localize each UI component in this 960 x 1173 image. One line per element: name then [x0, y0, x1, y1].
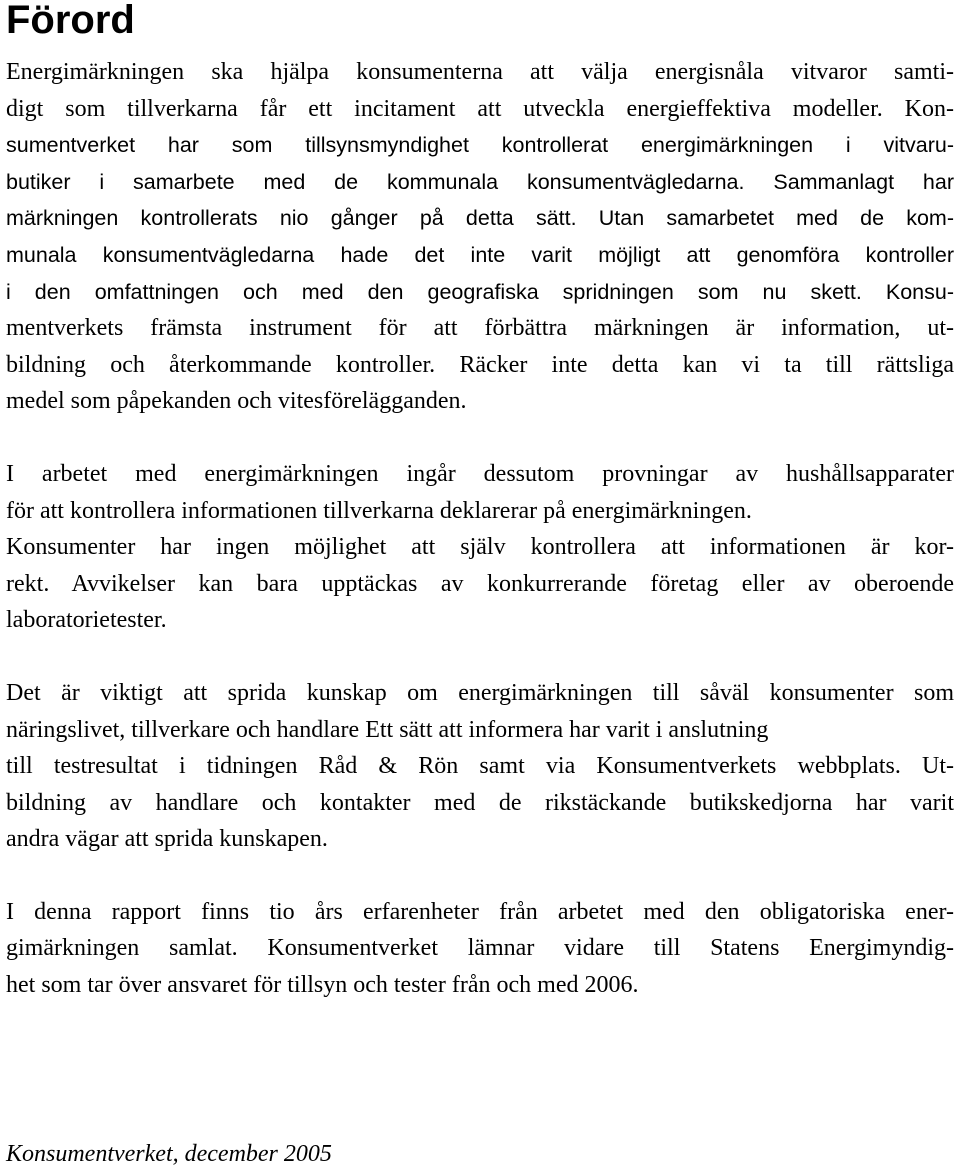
paragraph-line: för att kontrollera informationen tillverkarna deklarerar på energimärkningen. — [6, 497, 752, 524]
paragraph-line: Konsumenter har ingen möjlighet att själv kontrollera att informationen är kor- — [6, 534, 954, 561]
paragraph-line: bildning och återkommande kontroller. Räcker inte detta kan vi ta till rättsliga — [6, 351, 954, 378]
paragraph-4 — [6, 894, 954, 1004]
paragraph-line: sumentverket har som tillsynsmyndighet kontrollerat energimärkningen i vitvaru- — [6, 133, 954, 158]
paragraph-line: butiker i samarbete med de kommunala konsumentvägledarna. Sammanlagt har — [6, 169, 954, 194]
paragraph-line: I arbetet med energimärkningen ingår dessutom provningar av hushållsapparater — [6, 460, 954, 487]
paragraph-line: munala konsumentvägledarna hade det inte varit möjligt att genomföra kontroller — [6, 242, 954, 267]
paragraph-line: näringslivet, tillverkare och handlare Ett sätt att informera har varit i anslutning — [6, 716, 769, 743]
paragraph-line: het som tar över ansvaret för tillsyn och tester från och med 2006. — [6, 972, 639, 999]
paragraph-line: digt som tillverkarna får ett incitament att utveckla energieffektiva modeller. Kon- — [6, 95, 954, 122]
signature: Konsumentverket, december 2005 — [6, 1141, 332, 1167]
paragraph-1 — [6, 54, 954, 420]
paragraph-3 — [6, 675, 954, 858]
paragraph-line: Det är viktigt att sprida kunskap om energimärkningen till såväl konsumenter som — [6, 679, 954, 706]
paragraph-line: medel som påpekanden och vitesförelägganden. — [6, 388, 467, 415]
paragraph-line: Energimärkningen ska hjälpa konsumenterna att välja energisnåla vitvaror samti- — [6, 59, 954, 85]
document-page — [6, 0, 954, 1004]
paragraph-line: rekt. Avvikelser kan bara upptäckas av konkurrerande företag eller av oberoende — [6, 570, 954, 597]
paragraph-line: i den omfattningen och med den geografiska spridningen som nu skett. Konsu- — [6, 279, 954, 304]
paragraph-line: laboratorietester. — [6, 607, 167, 634]
paragraph-line: bildning av handlare och kontakter med de rikstäckande butikskedjorna har varit — [6, 789, 954, 816]
paragraph-2 — [6, 456, 954, 639]
paragraph-line: I denna rapport finns tio års erfarenheter från arbetet med den obligatoriska ener- — [6, 898, 954, 925]
paragraph-line: märkningen kontrollerats nio gånger på detta sätt. Utan samarbetet med de kom- — [6, 206, 954, 231]
paragraph-line: andra vägar att sprida kunskapen. — [6, 826, 328, 853]
paragraph-line: till testresultat i tidningen Råd & Rön samt via Konsumentverkets webbplats. Ut- — [6, 753, 954, 780]
paragraph-line: mentverkets främsta instrument för att förbättra märkningen är information, ut- — [6, 315, 954, 342]
paragraph-line: gimärkningen samlat. Konsumentverket lämnar vidare till Statens Energimyndig- — [6, 935, 954, 962]
page-title: Förord — [6, 0, 135, 42]
